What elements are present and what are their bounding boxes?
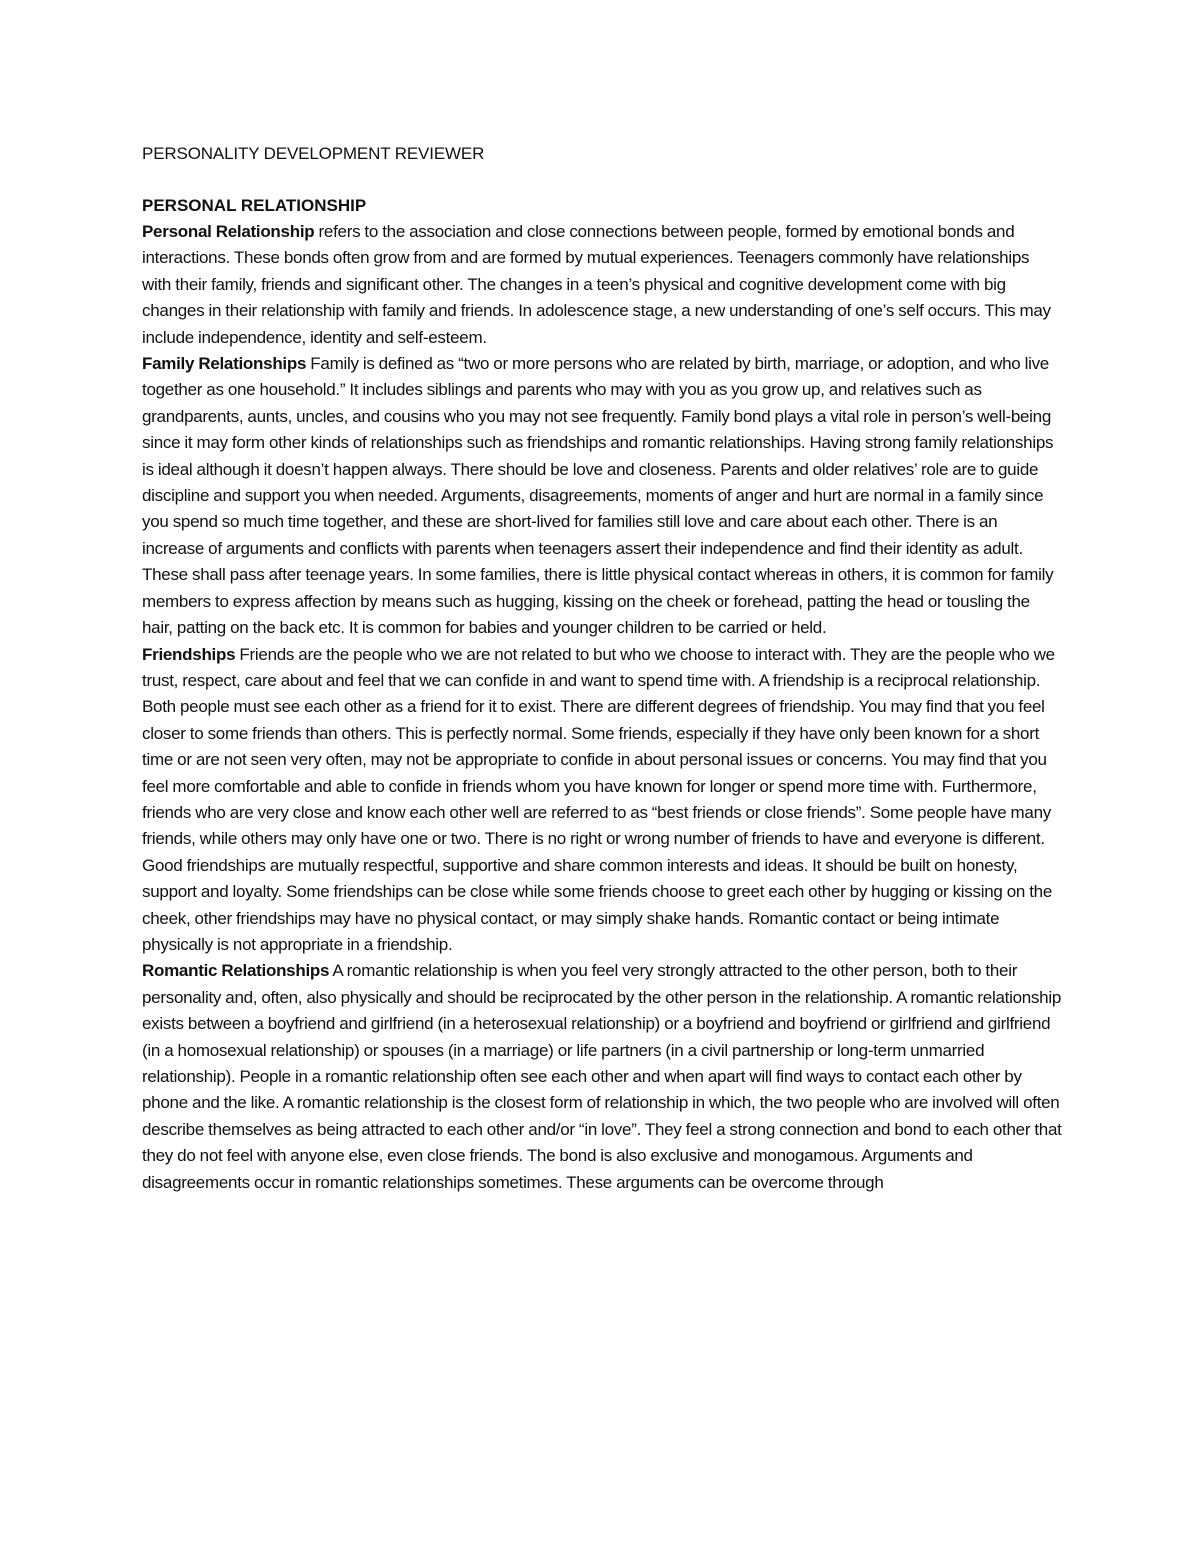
paragraph-text: Family is defined as “two or more persons who are related by birth, marriage, or adoption, and who live together as one household.” It includes siblings and parents who may with you as you grow up, and relatives such as grandparents, aunts, uncles, and cousins who you may not see frequently. Family bond plays a vital role in person’s well-being since it may form other kinds of relationships such as friendships and romantic relationships. Having strong family relationships is ideal although it doesn’t happen always. There should be love and closeness. Parents and older relatives’ role are to guide discipline and support you when needed. Arguments, disagreements, moments of anger and hurt are normal in a family since you spend so much time together, and these are short-lived for families still love and care about each other. There is an increase of arguments and conflicts with parents when teenagers assert their independence and find their identity as adult. These shall pass after teenage years. In some families, there is little physical contact whereas in others, it is common for family members to express affection by means such as hugging, kissing on the cheek or forehead, patting the head or tousling the hair, patting on the back etc. It is common for babies and younger children to be carried or held. xyxy=(142,354,1054,638)
paragraph-text: refers to the association and close connections between people, formed by emotional bonds and interactions. These bonds often grow from and are formed by mutual experiences. Teenagers commonly have relationships with their family, friends and significant other. The changes in a teen’s physical and cognitive development come with big changes in their relationship with family and friends. In adolescence stage, a new understanding of one’s self occurs. This may include independence, identity and self-esteem. xyxy=(142,222,1051,347)
paragraph-friendships xyxy=(142,642,1062,959)
term-family-relationships: Family Relationships xyxy=(142,354,307,374)
paragraph-romantic-relationships xyxy=(142,958,1062,1196)
document-title: PERSONALITY DEVELOPMENT REVIEWER xyxy=(142,144,485,163)
section-heading: PERSONAL RELATIONSHIP xyxy=(142,196,367,215)
paragraph-family-relationships xyxy=(142,351,1062,641)
term-personal-relationship: Personal Relationship xyxy=(142,222,315,241)
paragraph-text: Friends are the people who we are not related to but who we choose to interact with. They are the people who we trust, respect, care about and feel that we can confide in and want to spend time with. A friendship is a reciprocal relationship. Both people must see each other as a friend for it to exist. There are different degrees of friendship. You may find that you feel closer to some friends than others. This is perfectly normal. Some friends, especially if they have only been known for a short time or are not seen very often, may not be appropriate to confide in about personal issues or concerns. You may find that you feel more comfortable and able to confide in friends whom you have known for longer or spend more time with. Furthermore, friends who are very close and know each other well are referred to as “best friends or close friends”. Some people have many friends, while others may only have one or two. There is no right or wrong number of friends to have and everyone is different. Good friendships are mutually respectful, supportive and share common interests and ideas. It should be built on honesty, support and loyalty. Some friendships can be close while some friends choose to greet each other by hugging or kissing on the cheek, other friendships may have no physical contact, or may simply shake hands. Romantic contact or being intimate physically is not appropriate in a friendship. xyxy=(142,644,1055,954)
term-friendships: Friendships xyxy=(142,644,236,664)
document-body xyxy=(142,141,1062,1196)
paragraph-text: A romantic relationship is when you feel very strongly attracted to the other person, both to their personality and, often, also physically and should be reciprocated by the other person in the relationship. A romantic relationship exists between a boyfriend and girlfriend (in a heterosexual relationship) or a boyfriend and boyfriend or girlfriend and girlfriend (in a homosexual relationship) or spouses (in a marriage) or life partners (in a civil partnership or long-term unmarried relationship). People in a romantic relationship often see each other and when apart will find ways to contact each other by phone and the like. A romantic relationship is the closest form of relationship in which, the two people who are involved will often describe themselves as being attracted to each other and/or “in love”. They feel a strong connection and bond to each other that they do not feel with anyone else, even close friends. The bond is also exclusive and monogamous. Arguments and disagreements occur in romantic relationships sometimes. These arguments can be overcome through xyxy=(142,961,1062,1192)
term-romantic-relationships: Romantic Relationships xyxy=(142,961,330,981)
paragraph-personal-relationship xyxy=(142,219,1062,351)
